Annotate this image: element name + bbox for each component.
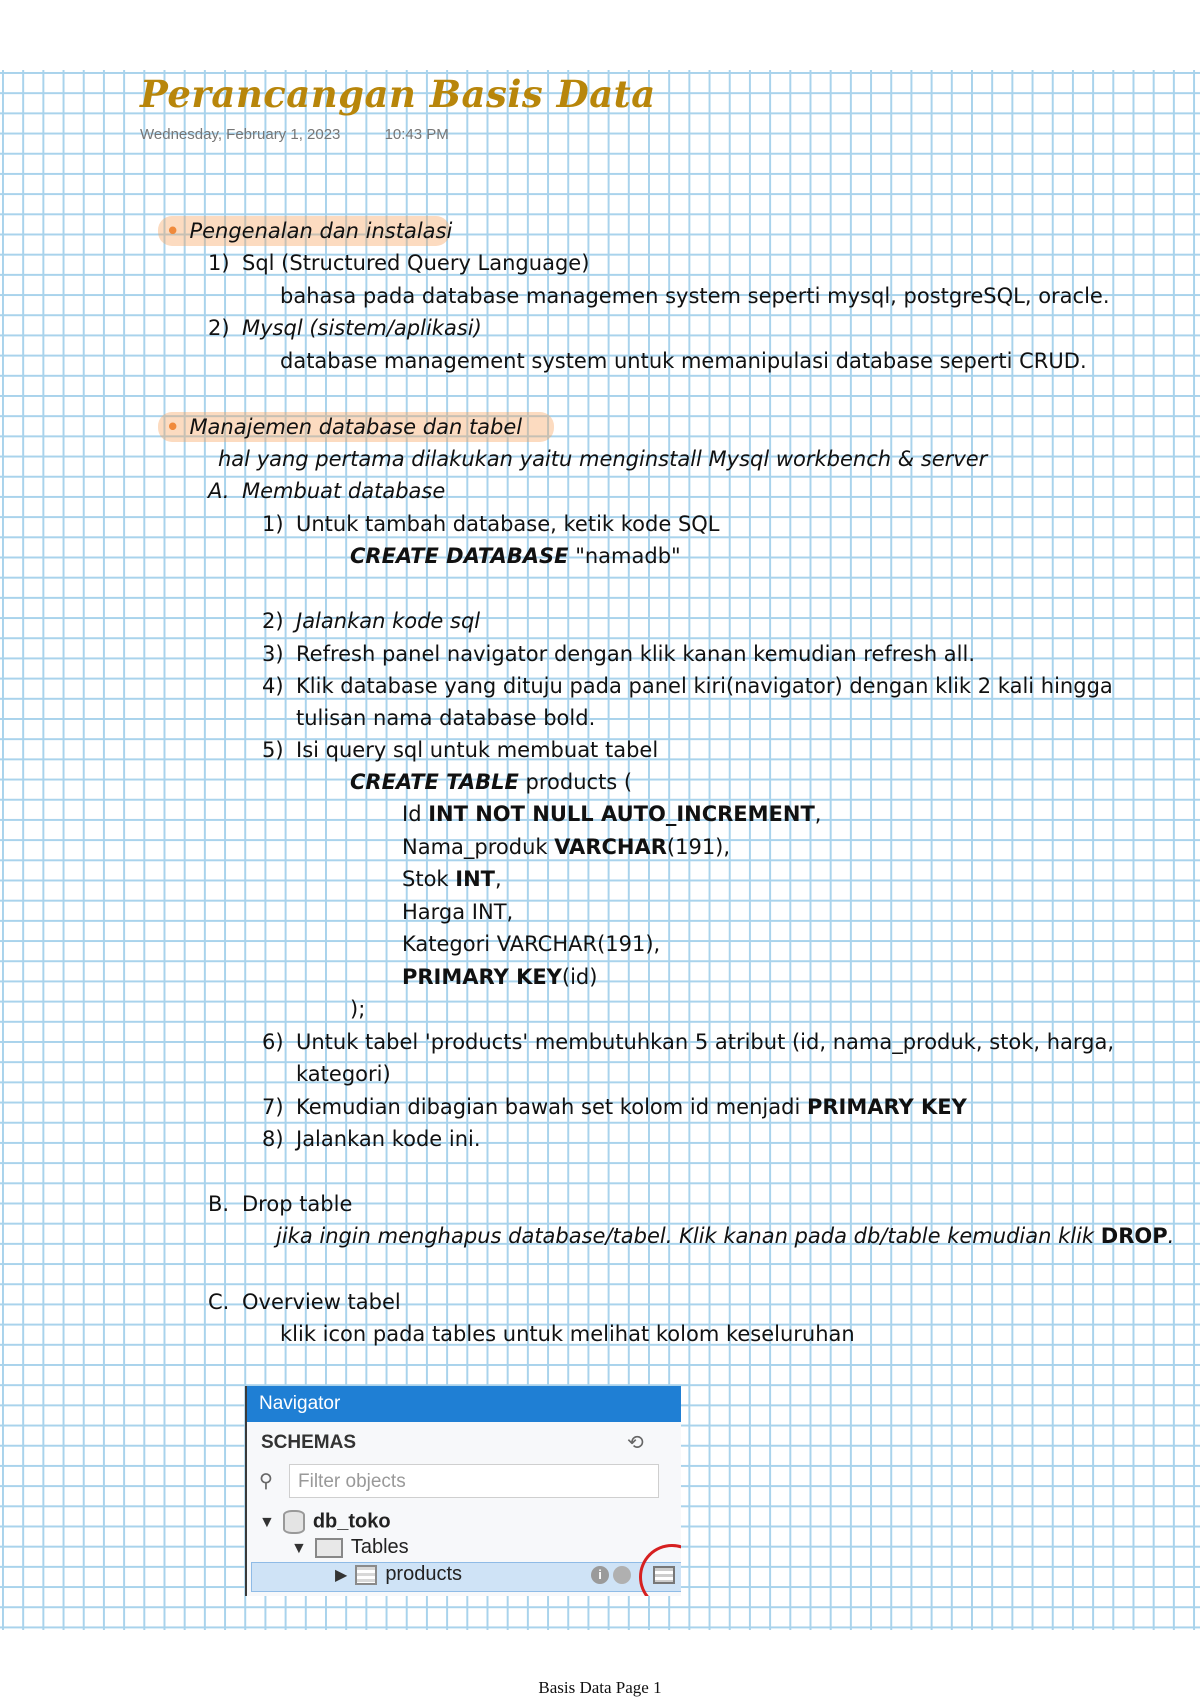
folder-icon — [315, 1538, 343, 1558]
red-circle-annotation — [639, 1544, 681, 1596]
step-1: 1) Untuk tambah database, ketik kode SQL — [262, 512, 720, 536]
navigator-header: Navigator — [247, 1386, 681, 1422]
section1-item1-desc: bahasa pada database managemen system seperti mysql, postgreSQL, oracle. — [280, 284, 1110, 308]
step-6-cont: kategori) — [296, 1062, 391, 1086]
tree-products[interactable]: ▶ products — [335, 1563, 463, 1585]
schemas-label: SCHEMAS — [261, 1432, 357, 1453]
section1-item2: 2) Mysql (sistem/aplikasi) — [208, 316, 482, 340]
section1-heading: • Pengenalan dan instalasi — [166, 219, 453, 243]
page-date: Wednesday, February 1, 2023 — [140, 126, 341, 143]
subsection-a: A. Membuat database — [208, 479, 446, 503]
table-icon — [355, 1565, 377, 1585]
step-4: 4) Klik database yang dituju pada panel kiri(navigator) dengan klik 2 kali hingga — [262, 674, 1113, 698]
code-create-table: CREATE TABLE products ( — [350, 770, 633, 794]
step-5: 5) Isi query sql untuk membuat tabel — [262, 738, 659, 762]
refresh-icon[interactable]: ⟲ — [627, 1432, 644, 1454]
step-6: 6) Untuk tabel 'products' membutuhkan 5 atribut (id, nama_produk, stok, harga, — [262, 1030, 1115, 1054]
code-line-close: ); — [350, 997, 366, 1021]
triangle-down-icon: ▼ — [259, 1514, 275, 1532]
step-4-cont: tulisan nama database bold. — [296, 706, 596, 730]
page-time: 10:43 PM — [384, 126, 449, 143]
tree-db[interactable]: ▼ db_toko — [259, 1510, 391, 1533]
step-2: 2) Jalankan kode sql — [262, 609, 481, 633]
wrench-icon[interactable] — [613, 1566, 631, 1584]
subsection-c: C. Overview tabel — [208, 1290, 401, 1314]
code-line-stok: Stok INT, — [402, 867, 502, 891]
code-line-kategori: Kategori VARCHAR(191), — [402, 932, 661, 956]
page-footer: Basis Data Page 1 — [538, 1678, 662, 1697]
filter-input[interactable]: Filter objects — [289, 1464, 659, 1498]
triangle-right-icon: ▶ — [335, 1567, 348, 1584]
triangle-down-icon: ▼ — [291, 1540, 307, 1557]
subsection-b-desc: jika ingin menghapus database/tabel. Klik kanan pada db/table kemudian klik DROP. — [276, 1224, 1175, 1248]
section2-heading: • Manajemen database dan tabel — [166, 415, 523, 439]
bullet-icon: • — [166, 219, 180, 243]
section2-intro: hal yang pertama dilakukan yaitu menginstall Mysql workbench & server — [218, 447, 988, 471]
search-icon: ⚲ — [259, 1471, 273, 1492]
page-title: Perancangan Basis Data — [140, 72, 656, 116]
step-7: 7) Kemudian dibagian bawah set kolom id menjadi PRIMARY KEY — [262, 1095, 967, 1119]
step-3: 3) Refresh panel navigator dengan klik kanan kemudian refresh all. — [262, 642, 976, 666]
code-line-primary: PRIMARY KEY(id) — [402, 965, 598, 989]
step-8: 8) Jalankan kode ini. — [262, 1127, 481, 1151]
subsection-c-desc: klik icon pada tables untuk melihat kolom keseluruhan — [280, 1322, 855, 1346]
tree-tables[interactable]: ▼ Tables — [291, 1536, 409, 1558]
code-line-harga: Harga INT, — [402, 900, 514, 924]
info-icon[interactable]: i — [591, 1566, 609, 1584]
code-create-database: CREATE DATABASE "namadb" — [350, 544, 681, 568]
database-icon — [283, 1510, 305, 1534]
section1-item2-desc: database management system untuk memanipulasi database seperti CRUD. — [280, 349, 1087, 373]
subsection-b: B. Drop table — [208, 1192, 353, 1216]
navigator-panel — [245, 1386, 681, 1596]
code-line-id: Id INT NOT NULL AUTO_INCREMENT, — [402, 802, 822, 826]
bullet-icon: • — [166, 415, 180, 439]
page-meta — [140, 126, 449, 143]
section1-item1: 1) Sql (Structured Query Language) — [208, 251, 590, 275]
code-line-nama: Nama_produk VARCHAR(191), — [402, 835, 731, 859]
